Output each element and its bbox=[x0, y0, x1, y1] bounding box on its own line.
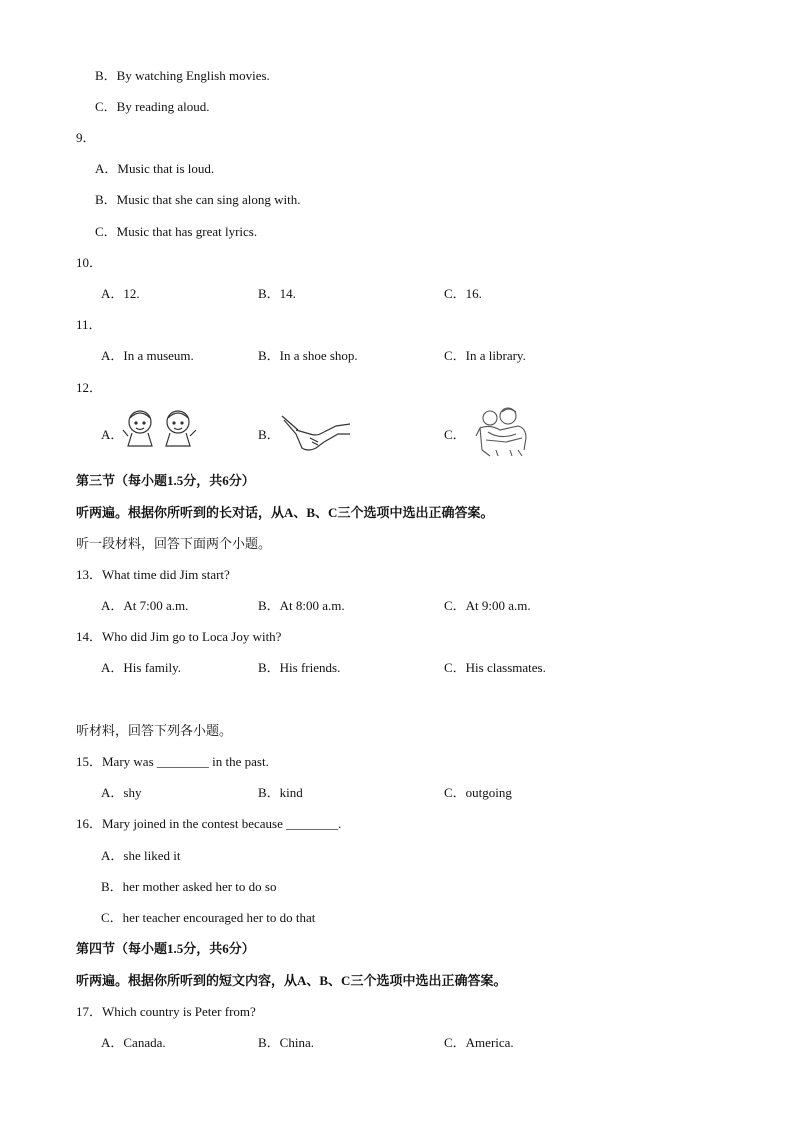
q14-option-c: C．His classmates. bbox=[444, 660, 546, 675]
q13-stem: 13．What time did Jim start? bbox=[76, 567, 230, 582]
section3-instruction: 听两遍。根据你所听到的长对话，从A、B、C三个选项中选出正确答案。 bbox=[76, 505, 494, 520]
q11-option-a: A．In a museum. bbox=[101, 348, 194, 363]
handshake-icon bbox=[280, 412, 352, 454]
q14-option-a: A．His family. bbox=[101, 660, 182, 675]
q14-option-b: B．His friends. bbox=[258, 660, 341, 675]
q15-blank: ________ bbox=[156, 754, 209, 769]
q10-option-b: B．14. bbox=[258, 286, 296, 301]
section4-title: 第四节（每小题1.5分，共6分） bbox=[76, 941, 255, 956]
section3-material2: 听材料，回答下列各小题。 bbox=[76, 723, 233, 738]
q15-stem-post: in the past. bbox=[208, 754, 269, 769]
q17-option-a: A．Canada. bbox=[101, 1035, 166, 1050]
q12-number: 12． bbox=[76, 380, 103, 395]
q17-stem: 17．Which country is Peter from? bbox=[76, 1004, 256, 1019]
q17-option-c: C．America. bbox=[444, 1035, 514, 1050]
q11-option-b: B．In a shoe shop. bbox=[258, 348, 358, 363]
q9-number: 9． bbox=[76, 130, 96, 145]
q15-option-b: B．kind bbox=[258, 785, 303, 800]
q13-option-c: C．At 9:00 a.m. bbox=[444, 598, 531, 613]
q12-option-c-label: C． bbox=[444, 427, 466, 442]
q16-option-a: A．she liked it bbox=[101, 848, 181, 863]
q13-option-a: A．At 7:00 a.m. bbox=[101, 598, 189, 613]
q9-option-a: A．Music that is loud. bbox=[95, 161, 215, 176]
q11-number: 11． bbox=[76, 317, 102, 332]
q12-option-b-label: B． bbox=[258, 427, 280, 442]
section4-instruction: 听两遍。根据你所听到的短文内容，从A、B、C三个选项中选出正确答案。 bbox=[76, 973, 507, 988]
q8-option-b: B．By watching English movies. bbox=[95, 68, 270, 83]
q16-stem bbox=[76, 816, 341, 832]
q10-option-a: A．12. bbox=[101, 286, 140, 301]
q16-stem-post: . bbox=[338, 816, 342, 831]
q16-option-b: B．her mother asked her to do so bbox=[101, 879, 277, 894]
q16-blank: ________ bbox=[286, 816, 339, 831]
hug-icon bbox=[466, 406, 534, 458]
q14-stem: 14．Who did Jim go to Loca Joy with? bbox=[76, 629, 282, 644]
q11-option-c: C．In a library. bbox=[444, 348, 526, 363]
section3-title: 第三节（每小题1.5分，共6分） bbox=[76, 473, 255, 488]
q16-stem-pre: 16．Mary joined in the contest because bbox=[76, 816, 287, 831]
q10-option-c: C．16. bbox=[444, 286, 482, 301]
q15-stem bbox=[76, 754, 269, 770]
q15-option-a: A．shy bbox=[101, 785, 142, 800]
q13-option-b: B．At 8:00 a.m. bbox=[258, 598, 345, 613]
q15-option-c: C．outgoing bbox=[444, 785, 512, 800]
q17-option-b: B．China. bbox=[258, 1035, 314, 1050]
two-boys-waving-icon bbox=[120, 406, 200, 458]
q12-option-a-label: A． bbox=[101, 427, 124, 442]
section3-material1: 听一段材料，回答下面两个小题。 bbox=[76, 536, 272, 551]
q10-number: 10． bbox=[76, 255, 103, 270]
q9-option-b: B．Music that she can sing along with. bbox=[95, 192, 301, 207]
q9-option-c: C．Music that has great lyrics. bbox=[95, 224, 258, 239]
q15-stem-pre: 15．Mary was bbox=[76, 754, 157, 769]
q8-option-c: C．By reading aloud. bbox=[95, 99, 210, 114]
q16-option-c: C．her teacher encouraged her to do that bbox=[101, 910, 316, 925]
